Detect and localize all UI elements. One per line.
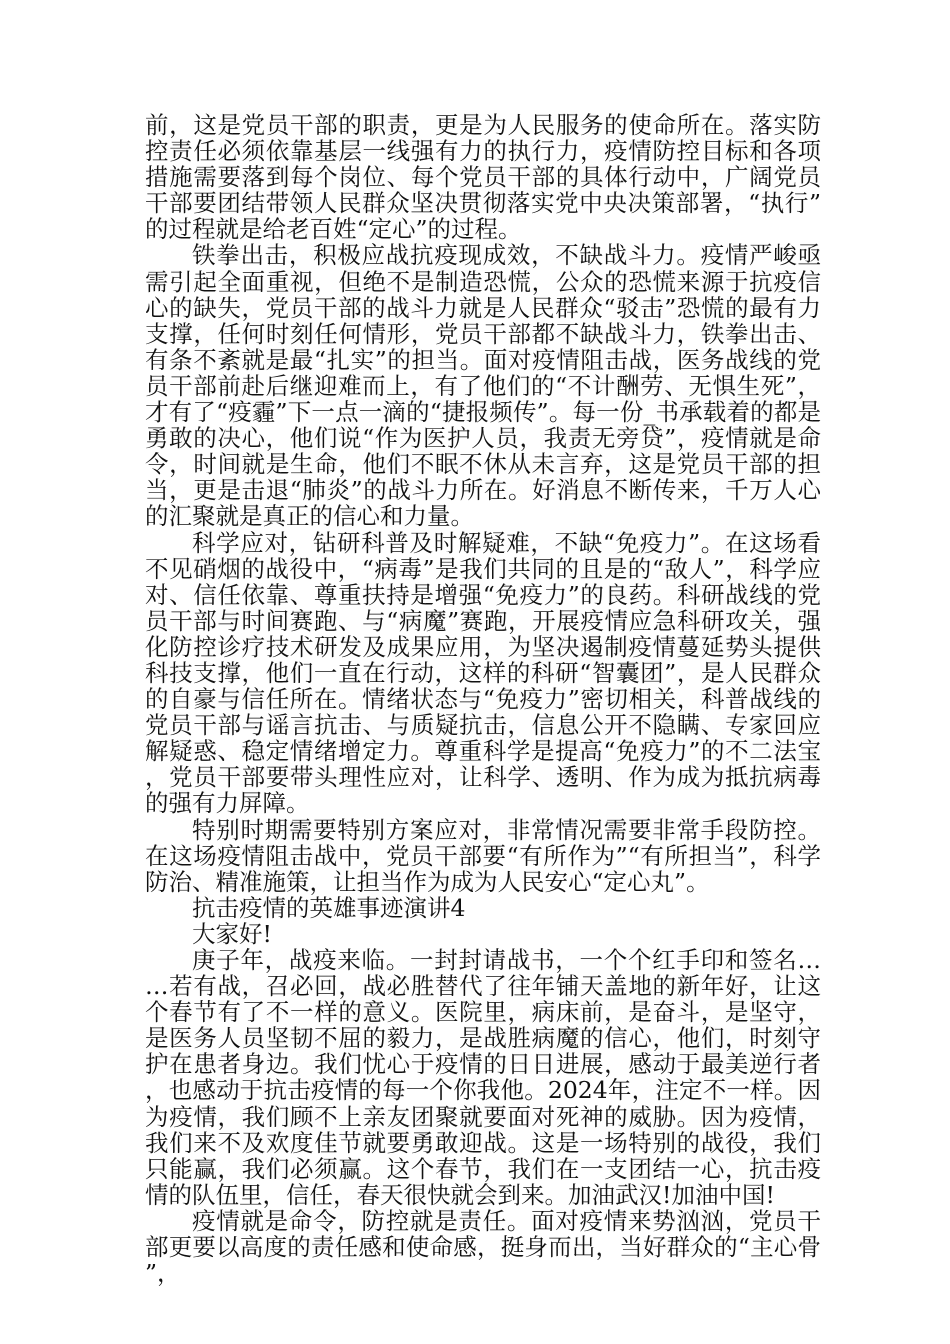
paragraph-4: 特别时期需要特别方案应对，非常情况需要非常手段防控。在这场疫情阻击战中，党员干部要“有所作为”“有所担当”，科学防治、精准施策，让担当作为成为人民安心“定心丸”。 — [145, 815, 821, 896]
paragraph-1: 前，这是党员干部的职责，更是为人民服务的使命所在。落实防控责任必须依靠基层一线强有力的执行力，疫情防控目标和各项措施需要落到每个岗位、每个党员干部的具体行动中，广阔党员干部要团结带领人民群众坚决贯彻落实党中央决策部署，“执行”的过程就是给老百姓“定心”的过程。 — [145, 111, 821, 244]
paragraph-2: 铁拳出击，积极应战抗疫现成效，不缺战斗力。疫情严峻亟需引起全面重视，但绝不是制造恐慌，公众的恐慌来源于抗疫信心的缺失，党员干部的战斗力就是人民群众“驳击”恐慌的最有力支撑，任何时刻任何情形，党员干部都不缺战斗力，铁拳出击、有条不紊就是最“扎实”的担当。面对疫情阻击战，医务战线的党员干部前赴后继迎难而上，有了他们的“不计酬劳、无惧生死”，才有了“疫霾”下一点一滴的“捷报频传”。每一份_书承载着的都是勇敢的决心，他们说“作为医护人员，我责无旁贷”，疫情就是命令，时间就是生命，他们不眠不休从未言弃，这是党员干部的担当，更是击退“肺炎”的战斗力所在。好消息不断传来，千万人心的汇聚就是真正的信心和力量。 — [145, 241, 821, 531]
section-title: 抗击疫情的英雄事迹演讲4 — [192, 893, 466, 922]
paragraph-3: 科学应对，钻研科普及时解疑难，不缺“免疫力”。在这场看不见硝烟的战役中，“病毒”是我们共同的且是的“敌人”，科学应对、信任依靠、尊重扶持是增强“免疫力”的良药。科研战线的党员干部与时间赛跑、与“病魔”赛跑，开展疫情应急科研攻关，强化防控诊疗技术研发及成果应用，为坚决遏制疫情蔓延势头提供科技支撑，他们一直在行动，这样的科研“智囊团”，是人民群众的自豪与信任所在。情绪状态与“免疫力”密切相关，科普战线的党员干部与谣言抗击、与质疑抗击，信息公开不隐瞒、专家回应解疑惑、稳定情绪增定力。尊重科学是提高“免疫力”的不二法宝，党员干部要带头理性应对，让科学、透明、作为成为抵抗病毒的强有力屏障。 — [145, 528, 821, 818]
paragraph-6: 疫情就是命令，防控就是责任。面对疫情来势汹汹，党员干部更要以高度的责任感和使命感，挺身而出，当好群众的“主心骨”， — [145, 1206, 821, 1288]
document-body — [145, 112, 821, 1286]
paragraph-5: 庚子年，战疫来临。一封封请战书，一个个红手印和签名……若有战，召必回，战必胜替代了往年铺天盖地的新年好，让这个春节有了不一样的意义。医院里，病床前，是奋斗，是坚守，是医务人员坚韧不屈的毅力，是战胜病魔的信心，他们，时刻守护在患者身边。我们忧心于疫情的日日进展，感动于最美逆行者，也感动于抗击疫情的每一个你我他。2024年，注定不一样。因为疫情，我们顾不上亲友团聚就要面对死神的威胁。因为疫情，我们来不及欢度佳节就要勇敢迎战。这是一场特别的战役，我们只能赢，我们必须赢。这个春节，我们在一支团结一心，抗击疫情的队伍里，信任，春天很快就会到来。加油武汉!加油中国! — [145, 946, 821, 1209]
greeting: 大家好! — [192, 919, 272, 948]
